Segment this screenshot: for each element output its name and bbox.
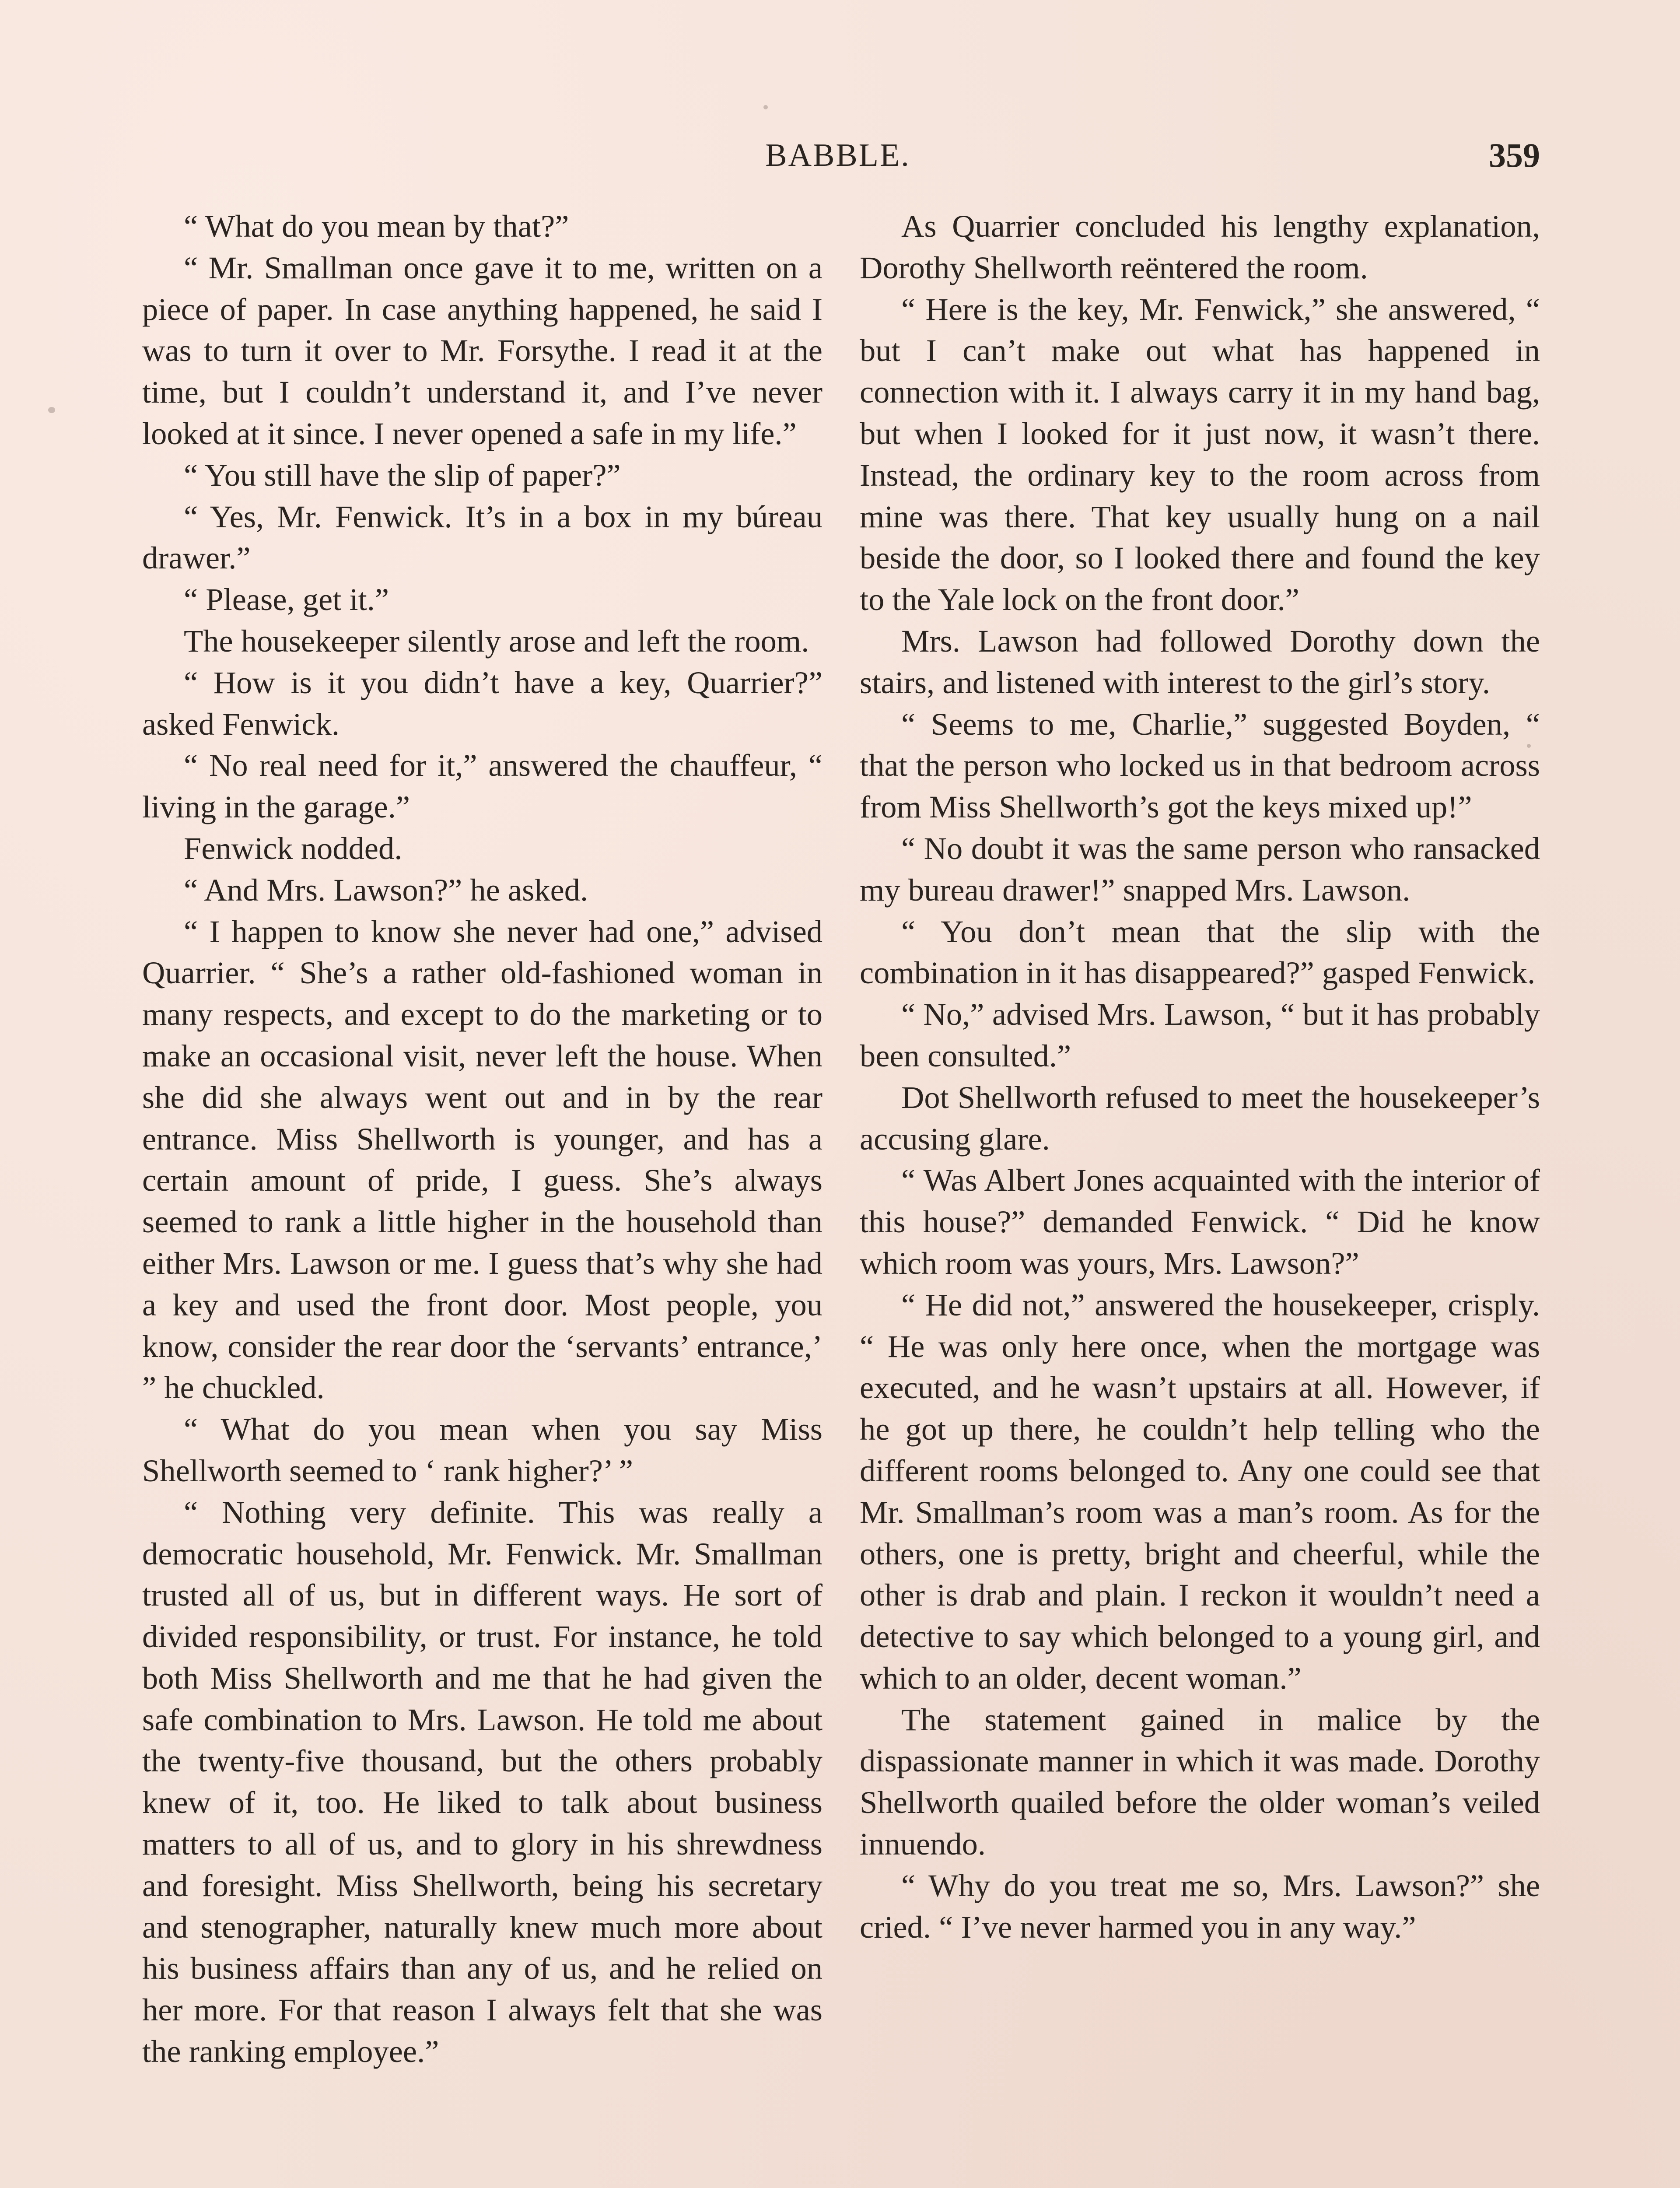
paper-speck xyxy=(763,105,768,109)
page-number: 359 xyxy=(1489,136,1540,174)
paragraph: “ Yes, Mr. Fenwick. It’s in a box in my búreau drawer.” xyxy=(142,498,822,576)
paragraph: “ Why do you treat me so, Mrs. Lawson?” she cried. “ I’ve never harmed you in any way.” xyxy=(860,1867,1540,1945)
paragraph: “ You still have the slip of paper?” xyxy=(184,457,621,493)
paragraph: “ No doubt it was the same person who ransacked my bureau drawer!” snapped Mrs. Lawson. xyxy=(860,830,1540,908)
paragraph: “ How is it you didn’t have a key, Quarrier?” asked Fenwick. xyxy=(142,664,822,742)
paragraph: Dot Shellworth refused to meet the housekeeper’s accusing glare. xyxy=(860,1079,1540,1157)
running-head xyxy=(136,131,1540,179)
paragraph: “ What do you mean by that?” xyxy=(184,208,569,244)
running-title: BABBLE. xyxy=(765,137,910,173)
right-column xyxy=(860,206,1540,1948)
paper-speck xyxy=(48,407,55,413)
paragraph: Fenwick nodded. xyxy=(184,830,402,866)
paragraph: “ What do you mean when you say Miss Shellworth seemed to ‘ rank higher?’ ” xyxy=(142,1411,822,1488)
paragraph: “ Please, get it.” xyxy=(184,582,389,617)
paragraph: “ No,” advised Mrs. Lawson, “ but it has probably been consulted.” xyxy=(860,996,1540,1073)
paragraph: “ He did not,” answered the housekeeper, crisply. “ He was only here once, when the mortgage was executed, and he wasn’t upstairs at all. However, if he got up there, he couldn’t help telling who the different rooms belonged to. Any one could see that Mr. Smallman’s room was a man’s room. As for the others, one is pretty, bright and cheerful, while the other is drab and plain. I reckon it wouldn’t need a detective to say which belonged to a young girl, and which to an older, decent woman.” xyxy=(860,1287,1540,1696)
paragraph: As Quarrier concluded his lengthy explanation, Dorothy Shellworth reëntered the room. xyxy=(860,208,1540,285)
paragraph: “ Seems to me, Charlie,” suggested Boyden, “ that the person who locked us in that bedroom across from Miss Shellworth’s got the keys mixed up!” xyxy=(860,706,1540,825)
paragraph: “ You don’t mean that the slip with the combination in it has disappeared?” gasped Fenwick. xyxy=(860,913,1540,991)
paragraph: “ No real need for it,” answered the chauffeur, “ living in the garage.” xyxy=(142,747,822,825)
left-column xyxy=(142,206,822,2072)
paragraph: “ Here is the key, Mr. Fenwick,” she answered, “ but I can’t make out what has happened in connection with it. I always carry it in my hand bag, but when I looked for it just now, it wasn’t there. Instead, the ordinary key to the room across from mine was there. That key usually hung on a nail beside the door, so I looked there and found the key to the Yale lock on the front door.” xyxy=(860,291,1540,617)
paragraph: “ And Mrs. Lawson?” he asked. xyxy=(184,872,588,908)
paragraph: Mrs. Lawson had followed Dorothy down the stairs, and listened with interest to the girl’s story. xyxy=(860,623,1540,700)
paragraph: “ I happen to know she never had one,” advised Quarrier. “ She’s a rather old-fashioned woman in many respects, and except to do the marketing or to make an occasional visit, never left the house. When she did she always went out and in by the rear entrance. Miss Shellworth is younger, and has a certain amount of pride, I guess. She’s always seemed to rank a little higher in the household than either Mrs. Lawson or me. I guess that’s why she had a key and used the front door. Most people, you know, consider the rear door the ‘servants’ entrance,’ ” he chuckled. xyxy=(142,913,822,1406)
paragraph: The statement gained in malice by the dispassionate manner in which it was made. Dorothy Shellworth quailed before the older woman’s veiled innuendo. xyxy=(860,1701,1540,1862)
paragraph: The housekeeper silently arose and left the room. xyxy=(184,623,809,659)
paragraph: “ Nothing very definite. This was really a democratic household, Mr. Fenwick. Mr. Smallman trusted all of us, but in different ways. He sort of divided responsibility, or trust. For instance, he told both Miss Shellworth and me that he had given the safe combination to Mrs. Lawson. He told me about the twenty-five thousand, but the others probably knew of it, too. He liked to talk about business matters to all of us, and to glory in his shrewdness and foresight. Miss Shellworth, being his secretary and stenographer, naturally knew much more about his business affairs than any of us, and he relied on her more. For that reason I always felt that she was the ranking employee.” xyxy=(142,1494,822,2069)
paragraph: “ Mr. Smallman once gave it to me, written on a piece of paper. In case anything happened, he said I was to turn it over to Mr. Forsythe. I read it at the time, but I couldn’t understand it, and I’ve never looked at it since. I never opened a safe in my life.” xyxy=(142,249,822,451)
paragraph: “ Was Albert Jones acquainted with the interior of this house?” demanded Fenwick. “ Did he know which room was yours, Mrs. Lawson?” xyxy=(860,1162,1540,1281)
paper-speck xyxy=(1527,744,1531,748)
